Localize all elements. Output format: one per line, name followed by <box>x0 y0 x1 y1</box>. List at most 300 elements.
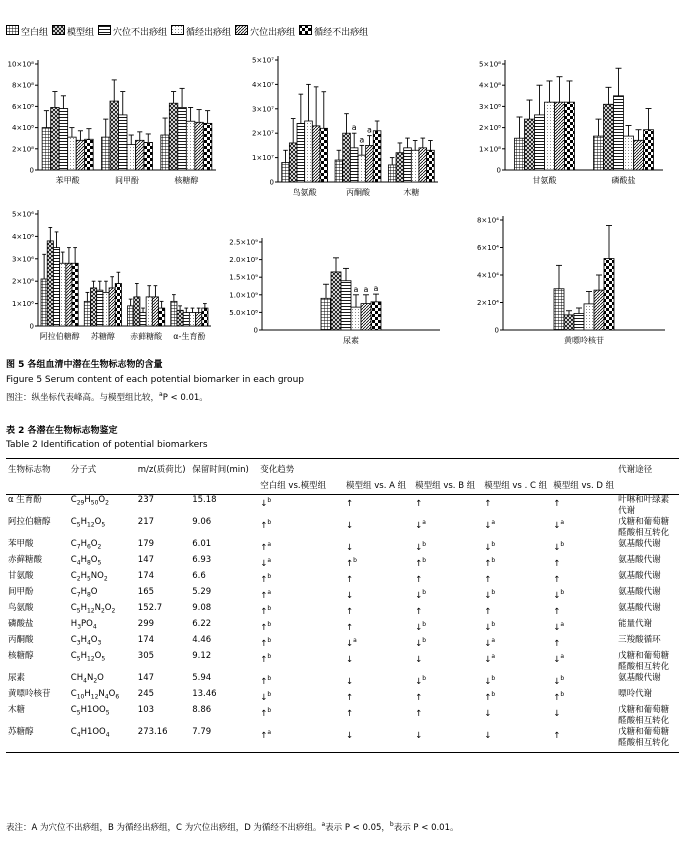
figure-note-suffix: P < 0.01。 <box>162 393 208 403</box>
trend-arrow: ↓ <box>346 590 354 601</box>
bar <box>85 139 94 170</box>
trend-arrow: ↑ <box>260 574 268 585</box>
cell-retention-time: 9.06 <box>192 517 212 527</box>
legend-label: 循经不出痧组 <box>314 27 369 38</box>
cell-trend <box>482 555 551 571</box>
formula-subscript: 6 <box>86 543 91 551</box>
header-trend: 变化趋势 <box>258 459 616 478</box>
bar <box>72 263 78 326</box>
formula-element: H <box>80 651 87 661</box>
y-tick-label: 4×10⁴ <box>476 271 499 280</box>
trend-significance: b <box>491 621 496 628</box>
trend-arrow: ↓ <box>553 622 561 633</box>
cell-mz: 245 <box>137 689 155 699</box>
bar <box>305 121 313 182</box>
cell-biomarker: 尿素 <box>8 673 26 683</box>
significance-label: a <box>359 135 365 145</box>
cell-formula <box>69 495 136 518</box>
trend-significance: a <box>560 621 565 628</box>
bar <box>103 292 109 326</box>
table-row <box>6 705 679 727</box>
trend-arrow: ↑ <box>260 606 268 617</box>
formula-subscript: 4 <box>104 693 109 701</box>
cell-trend <box>413 571 482 587</box>
cell-trend <box>413 495 482 518</box>
trend-significance: a <box>560 653 565 660</box>
trend-arrow: ↓ <box>346 638 354 649</box>
cell-trend <box>344 651 413 673</box>
formula-subscript: 7 <box>76 591 81 599</box>
trend-arrow: ↑ <box>346 558 354 569</box>
cell-trend <box>413 619 482 635</box>
bar <box>574 314 584 331</box>
cell-trend <box>258 603 344 619</box>
cell-mz: 103 <box>137 705 155 715</box>
bar <box>594 136 604 170</box>
y-tick-label: 1×10⁷ <box>251 154 274 163</box>
y-tick-label: 5×10⁸ <box>478 60 501 69</box>
cell-mz: 217 <box>137 517 155 527</box>
formula-subscript: 5 <box>101 521 106 529</box>
legend-label: 空白组 <box>21 27 49 38</box>
cell-trend <box>482 571 551 587</box>
cell-pathway: 戊糖和葡萄糖醛酸相互转化 <box>618 705 670 726</box>
trend-significance: a <box>267 729 272 736</box>
formula-subscript: 3 <box>77 623 82 631</box>
cell-trend <box>551 539 616 555</box>
bar <box>515 138 525 170</box>
cell-trend <box>258 587 344 603</box>
formula-subscript: 12 <box>90 693 99 701</box>
trend-arrow: ↓ <box>484 708 492 719</box>
trend-arrow: ↓ <box>415 520 423 531</box>
bar <box>282 162 290 182</box>
trend-arrow: ↑ <box>484 692 492 703</box>
table-row <box>6 673 679 689</box>
cell-trend <box>258 705 344 727</box>
cell-trend <box>258 727 344 753</box>
trend-arrow: ↓ <box>415 730 423 741</box>
trend-significance: b <box>491 541 496 548</box>
table-note <box>6 821 459 833</box>
trend-arrow: ↑ <box>260 542 268 553</box>
cell-retention-time: 6.93 <box>192 555 212 565</box>
bar <box>127 145 136 170</box>
trend-arrow: ↑ <box>484 606 492 617</box>
trend-significance: b <box>422 589 427 596</box>
trend-significance: b <box>491 557 496 564</box>
formula-element: O <box>90 635 98 645</box>
cell-pathway: 氨基酸代谢 <box>618 571 661 581</box>
trend-arrow: ↑ <box>260 730 268 741</box>
legend-label: 穴位不出痧组 <box>113 27 168 38</box>
cell-trend <box>482 651 551 673</box>
formula-element: C <box>70 705 77 715</box>
significance-label: a <box>351 123 357 133</box>
cell-trend <box>344 673 413 689</box>
trend-arrow: ↑ <box>553 638 561 649</box>
cell-trend <box>551 673 616 689</box>
formula-element: O <box>98 495 106 505</box>
figure-note <box>6 391 208 403</box>
y-tick-label: 5×10⁷ <box>251 56 274 65</box>
trend-arrow: ↓ <box>484 730 492 741</box>
significance-label: a <box>367 125 372 135</box>
bar <box>525 119 535 170</box>
bar <box>297 123 305 182</box>
formula-element: C <box>70 571 77 581</box>
figure-caption-cn: 图 5 各组血清中潜在生物标志物的含量 <box>6 360 163 370</box>
table-caption-en: Table 2 Identification of potential biomarkers <box>6 440 208 450</box>
cell-biomarker: 丙酮酸 <box>8 635 34 645</box>
cell-trend <box>344 555 413 571</box>
legend-item <box>299 24 368 38</box>
legend-item <box>6 24 48 38</box>
x-category-label: 磷酸盐 <box>611 176 636 185</box>
x-category-label: α-生育酚 <box>173 332 206 341</box>
cell-trend <box>413 705 482 727</box>
cell-trend <box>551 651 616 673</box>
formula-subscript: 12 <box>86 607 95 615</box>
trend-arrow: ↑ <box>260 708 268 719</box>
y-tick-label: 2×10⁸ <box>11 145 34 154</box>
legend-swatch <box>299 25 312 38</box>
cell-trend <box>482 587 551 603</box>
formula-element: C <box>70 495 77 505</box>
trend-arrow: ↓ <box>484 676 492 687</box>
bar <box>396 153 404 182</box>
trend-arrow: ↑ <box>553 606 561 617</box>
y-tick-label: 0 <box>29 166 34 175</box>
table-note-end: 表示 P < 0.01。 <box>393 823 459 833</box>
formula-element: H1OO <box>80 727 106 737</box>
cell-biomarker: α 生育酚 <box>8 495 42 505</box>
trend-arrow: ↑ <box>346 574 354 585</box>
trend-arrow: ↑ <box>484 574 492 585</box>
formula-element: H <box>80 587 87 597</box>
trend-arrow: ↑ <box>260 676 268 687</box>
bar <box>594 290 604 330</box>
cell-biomarker: 赤藓糖酸 <box>8 555 43 565</box>
trend-arrow: ↓ <box>553 542 561 553</box>
cell-biomarker: 阿拉伯糖醇 <box>8 517 51 527</box>
y-tick-label: 8×10⁴ <box>476 216 499 225</box>
cell-trend <box>258 635 344 651</box>
x-category-label: 甘氨酸 <box>532 176 557 185</box>
bar <box>90 288 96 326</box>
formula-subscript: 5 <box>101 655 106 663</box>
trend-significance: b <box>491 675 496 682</box>
table-body <box>6 495 679 753</box>
cell-biomarker: 鸟氨酸 <box>8 603 34 613</box>
bar <box>97 290 103 326</box>
formula-element: H <box>80 539 87 549</box>
trend-significance: b <box>560 675 565 682</box>
bar <box>183 313 189 326</box>
trend-arrow: ↓ <box>260 498 268 509</box>
cell-mz: 273.16 <box>136 727 190 753</box>
cell-biomarker: 苏糖醇 <box>6 727 69 753</box>
cell-retention-time: 8.86 <box>192 705 212 715</box>
cell-pathway: 氨基酸代谢 <box>618 587 661 597</box>
figure-5-charts <box>0 44 685 354</box>
cell-trend <box>258 689 344 705</box>
bar <box>351 307 361 330</box>
cell-trend <box>413 635 482 651</box>
cell-trend <box>551 689 616 705</box>
cell-formula <box>69 619 136 635</box>
y-tick-label: 0 <box>269 178 274 187</box>
cell-pathway: 叶啉和叶绿素代谢 <box>618 495 670 516</box>
trend-arrow: ↑ <box>484 558 492 569</box>
formula-subscript: 2 <box>93 677 98 685</box>
y-tick-label: 2×10⁸ <box>478 124 501 133</box>
figure-caption-en: Figure 5 Serum content of each potential biomarker in each group <box>6 375 304 385</box>
trend-arrow: ↓ <box>484 542 492 553</box>
formula-element: O <box>104 603 112 613</box>
legend-swatch <box>98 25 111 38</box>
x-category-label: 核糖醇 <box>174 176 199 185</box>
bar <box>115 283 121 326</box>
trend-significance: b <box>491 589 496 596</box>
bar <box>361 304 371 330</box>
trend-significance: b <box>422 621 427 628</box>
x-category-label: 苯甲酸 <box>55 176 80 185</box>
trend-arrow: ↑ <box>553 574 561 585</box>
trend-significance: a <box>267 541 272 548</box>
cell-trend <box>551 555 616 571</box>
trend-arrow: ↑ <box>260 622 268 633</box>
y-tick-label: 2×10⁶ <box>11 277 34 286</box>
cell-trend <box>258 495 344 518</box>
formula-subscript: 50 <box>90 499 99 507</box>
cell-trend <box>344 571 413 587</box>
trend-arrow: ↓ <box>484 638 492 649</box>
formula-element: O <box>108 689 116 699</box>
table-row <box>6 727 679 753</box>
trend-arrow: ↑ <box>484 498 492 509</box>
formula-subscript: 4 <box>105 731 110 739</box>
y-tick-label: 3×10⁷ <box>251 105 274 114</box>
cell-trend <box>344 517 413 539</box>
bar <box>66 263 72 326</box>
bar <box>343 133 351 182</box>
cell-retention-time: 7.79 <box>190 727 258 753</box>
cell-mz: 174 <box>137 571 155 581</box>
cell-trend <box>482 619 551 635</box>
cell-biomarker: 核糖醇 <box>8 651 34 661</box>
header-trend-model-vs-c: 模型组 vs . C 组 <box>482 477 551 495</box>
table-caption-cn: 表 2 各潜在生物标志物鉴定 <box>6 426 118 436</box>
formula-element: N <box>94 603 101 613</box>
formula-element: PO <box>81 619 93 629</box>
y-tick-label: 4×10⁸ <box>478 81 501 90</box>
biomarker-table-wrap <box>6 458 679 753</box>
cell-formula <box>69 705 136 727</box>
cell-mz: 165 <box>137 587 155 597</box>
bar <box>331 272 341 330</box>
table-row <box>6 555 679 571</box>
bar <box>110 101 119 170</box>
cell-retention-time: 9.12 <box>192 651 212 661</box>
legend-swatch <box>235 25 248 38</box>
formula-element: H <box>80 555 87 565</box>
cell-formula <box>69 689 136 705</box>
cell-mz: 147 <box>137 555 155 565</box>
bar <box>584 304 594 330</box>
bar <box>614 96 624 170</box>
trend-significance: b <box>267 497 272 504</box>
trend-significance: b <box>560 691 565 698</box>
bar <box>373 131 381 182</box>
cell-mz: 237 <box>137 495 155 505</box>
trend-significance: b <box>422 675 427 682</box>
cell-mz: 152.7 <box>137 603 163 613</box>
cell-biomarker: 间甲酚 <box>8 587 34 597</box>
trend-arrow: ↓ <box>346 730 354 741</box>
trend-arrow: ↑ <box>260 520 268 531</box>
trend-significance: b <box>267 675 272 682</box>
cell-formula <box>69 673 136 689</box>
cell-pathway: 嘌呤代谢 <box>618 689 653 699</box>
formula-element: C <box>70 651 77 661</box>
bar <box>101 137 110 170</box>
cell-pathway: 氨基酸代谢 <box>618 603 661 613</box>
cell-pathway: 氨基酸代谢 <box>618 673 661 683</box>
bar <box>41 279 47 326</box>
bar <box>358 155 366 182</box>
trend-significance: a <box>267 589 272 596</box>
trend-significance: b <box>491 691 496 698</box>
cell-trend <box>413 539 482 555</box>
y-tick-label: 1.0×10⁹ <box>229 291 258 300</box>
table-row <box>6 587 679 603</box>
bar <box>565 102 575 170</box>
bar <box>564 315 574 330</box>
cell-formula <box>69 587 136 603</box>
x-category-label: 苏糖醇 <box>90 332 115 341</box>
formula-element: N <box>98 689 105 699</box>
formula-element: N <box>86 673 94 683</box>
cell-trend <box>258 651 344 673</box>
trend-arrow: ↑ <box>415 498 423 509</box>
cell-retention-time: 6.6 <box>192 571 206 581</box>
bar <box>411 150 419 182</box>
bar <box>42 128 51 170</box>
y-tick-label: 4×10⁷ <box>251 80 274 89</box>
cell-trend <box>482 689 551 705</box>
bar <box>128 306 134 326</box>
bar <box>146 297 152 326</box>
formula-subscript: 5 <box>105 709 110 717</box>
y-tick-label: 1×10⁶ <box>11 300 34 309</box>
chart-legend <box>6 24 446 38</box>
cell-trend <box>258 673 344 689</box>
formula-element: H <box>80 603 87 613</box>
bar <box>404 148 412 182</box>
cell-trend <box>551 603 616 619</box>
bar <box>53 248 59 326</box>
formula-element: O <box>90 587 98 597</box>
bar <box>177 310 183 326</box>
cell-trend <box>344 689 413 705</box>
formula-subscript: 4 <box>83 677 87 685</box>
trend-arrow: ↑ <box>260 638 268 649</box>
cell-trend <box>482 635 551 651</box>
cell-formula <box>69 603 136 619</box>
formula-element: O <box>90 555 98 565</box>
cell-trend <box>258 539 344 555</box>
bar <box>60 263 66 326</box>
y-tick-label: 0 <box>29 322 34 331</box>
trend-arrow: ↓ <box>484 622 492 633</box>
formula-element: C <box>70 603 77 613</box>
y-tick-label: 3×10⁶ <box>11 255 34 264</box>
formula-element: H1OO <box>80 705 106 715</box>
legend-label: 模型组 <box>67 27 95 38</box>
legend-swatch <box>6 25 19 38</box>
header-formula: 分子式 <box>69 459 136 478</box>
trend-significance: a <box>353 637 357 644</box>
table-row <box>6 517 679 539</box>
formula-subscript: 4 <box>86 639 91 647</box>
bar <box>144 142 153 170</box>
chart-panel <box>12 210 211 341</box>
formula-element: O <box>94 651 102 661</box>
cell-trend <box>551 517 616 539</box>
trend-significance: b <box>422 541 427 548</box>
cell-retention-time: 6.01 <box>192 539 212 549</box>
formula-subscript: 4 <box>76 559 81 567</box>
cell-trend <box>551 619 616 635</box>
bar <box>545 102 555 170</box>
legend-swatch <box>52 25 65 38</box>
cell-trend <box>258 619 344 635</box>
bar <box>118 115 127 170</box>
trend-significance: a <box>491 519 496 526</box>
formula-element: C <box>70 727 77 737</box>
cell-retention-time: 15.18 <box>192 495 217 505</box>
formula-element: H <box>80 571 87 581</box>
x-category-label: 间甲酚 <box>115 176 139 185</box>
trend-significance: b <box>267 621 272 628</box>
cell-pathway: 氨基酸代谢 <box>618 555 661 565</box>
trend-significance: b <box>560 541 565 548</box>
formula-element: H <box>70 619 78 629</box>
cell-trend <box>413 673 482 689</box>
bar <box>196 313 202 326</box>
trend-arrow: ↓ <box>553 520 561 531</box>
table-row <box>6 539 679 555</box>
bar <box>203 123 212 170</box>
cell-trend <box>413 651 482 673</box>
formula-element: H <box>84 495 91 505</box>
x-category-label: 阿拉伯糖醇 <box>39 332 80 341</box>
trend-significance: b <box>267 707 272 714</box>
trend-significance: a <box>267 557 272 564</box>
chart-panel <box>229 238 440 345</box>
formula-subscript: 5 <box>86 575 91 583</box>
bar <box>59 109 68 170</box>
legend-item <box>98 24 167 38</box>
bar <box>312 126 320 182</box>
cell-formula <box>69 635 136 651</box>
bar <box>427 150 435 182</box>
cell-retention-time: 5.29 <box>192 587 212 597</box>
trend-arrow: ↓ <box>484 590 492 601</box>
header-trend-blank-vs-model: 空白组 vs.模型组 <box>258 477 344 495</box>
formula-element: C <box>70 689 77 699</box>
